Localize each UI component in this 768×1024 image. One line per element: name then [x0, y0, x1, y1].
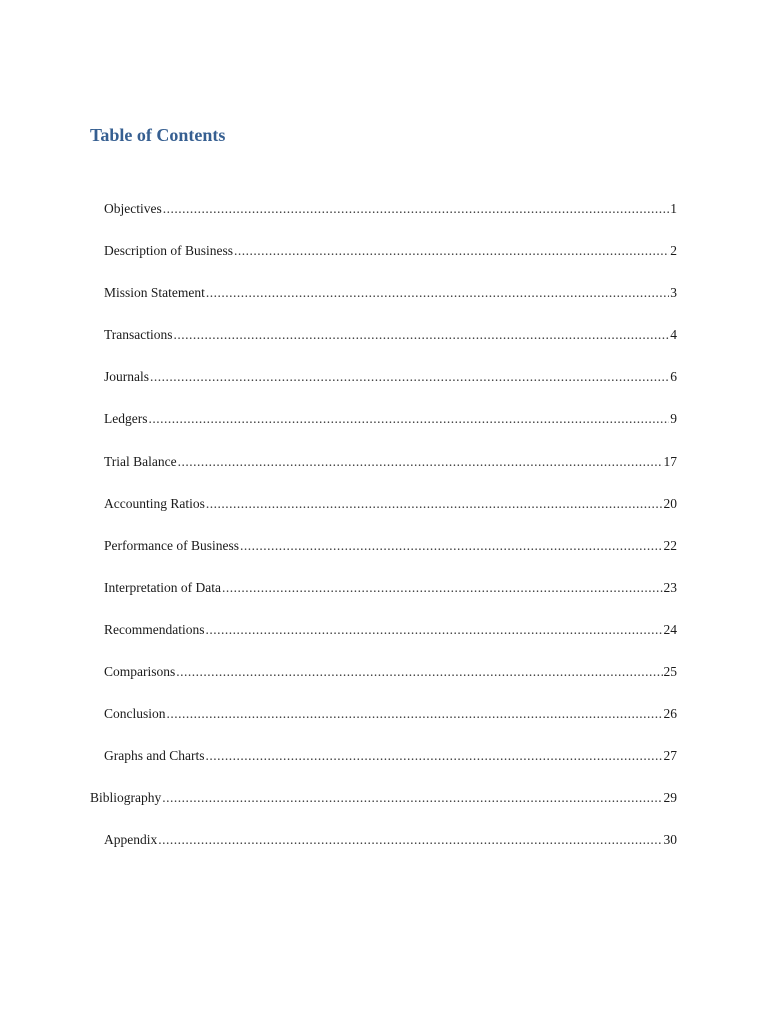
toc-entry-page: 26: [663, 706, 677, 722]
toc-entry-label: Bibliography: [90, 790, 162, 806]
dot-leader: [174, 325, 670, 345]
toc-entry-journals[interactable]: [0, 367, 768, 409]
toc-entry-recommendations[interactable]: [0, 620, 768, 662]
toc-entry-page: 23: [663, 579, 677, 595]
dot-leader: [178, 452, 663, 472]
toc-entry-label: Objectives: [104, 201, 162, 216]
toc-entry-label: Trial Balance: [104, 453, 177, 469]
dot-leader: [205, 620, 662, 640]
toc-entry-accounting-ratios[interactable]: [0, 494, 768, 536]
toc-entry-conclusion[interactable]: [0, 704, 768, 746]
toc-entry-label: Journals: [104, 369, 149, 385]
toc-entry-label: Description of Business: [104, 243, 233, 259]
toc-entry-graphs-and-charts[interactable]: [0, 746, 768, 788]
toc-entry-page: 17: [663, 453, 677, 469]
dot-leader: [148, 409, 669, 429]
toc-entry-page: 25: [663, 664, 677, 680]
toc-entry-mission-statement[interactable]: [0, 283, 768, 325]
toc-entry-page: 6: [670, 369, 677, 385]
toc-entry-label: Interpretation of Data: [104, 579, 221, 595]
toc-entry-bibliography[interactable]: [0, 788, 768, 830]
dot-leader: [158, 830, 662, 850]
toc-entry-label: Graphs and Charts: [104, 748, 205, 764]
toc-entry-comparisons[interactable]: [0, 662, 768, 704]
dot-leader: [206, 494, 663, 514]
toc-title: Table of Contents: [90, 125, 226, 145]
toc-entry-label: Conclusion: [104, 706, 166, 722]
toc-entry-label: Performance of Business: [104, 537, 239, 553]
toc-entry-label: Recommendations: [104, 621, 205, 637]
toc-entry-ledgers[interactable]: [0, 409, 768, 451]
dot-leader: [163, 199, 670, 219]
toc-list: [0, 199, 768, 873]
toc-entry-performance-of-business[interactable]: [0, 536, 768, 578]
toc-entry-transactions[interactable]: [0, 325, 768, 367]
toc-entry-appendix[interactable]: [0, 830, 768, 872]
dot-leader: [222, 578, 663, 598]
dot-leader: [240, 536, 663, 556]
toc-entry-page: 20: [663, 495, 677, 511]
dot-leader: [234, 241, 669, 261]
toc-entry-page: 27: [663, 748, 677, 764]
toc-entry-interpretation-of-data[interactable]: [0, 578, 768, 620]
dot-leader: [176, 662, 662, 682]
toc-entry-objectives[interactable]: [0, 199, 768, 241]
toc-entry-label: Ledgers: [104, 411, 148, 427]
toc-entry-label: Transactions: [104, 327, 173, 343]
toc-entry-label: Comparisons: [104, 664, 176, 680]
toc-entry-page: 24: [663, 621, 677, 637]
toc-entry-page: 3: [670, 285, 677, 301]
dot-leader: [205, 746, 662, 766]
toc-entry-page: 30: [663, 832, 677, 848]
dot-leader: [150, 367, 669, 387]
toc-entry-page: 22: [663, 537, 677, 553]
toc-entry-page: 9: [670, 411, 677, 427]
toc-entry-trial-balance[interactable]: [0, 452, 768, 494]
dot-leader: [162, 788, 662, 808]
toc-entry-label: Accounting Ratios: [104, 495, 205, 511]
dot-leader: [206, 283, 669, 303]
toc-entry-label: Appendix: [104, 832, 158, 848]
toc-entry-page: 29: [663, 790, 677, 806]
toc-entry-page: 4: [670, 327, 677, 343]
toc-entry-page: 1: [670, 201, 677, 216]
toc-entry-description-of-business[interactable]: [0, 241, 768, 283]
toc-entry-page: 2: [670, 243, 677, 259]
dot-leader: [167, 704, 663, 724]
toc-entry-label: Mission Statement: [104, 285, 205, 301]
